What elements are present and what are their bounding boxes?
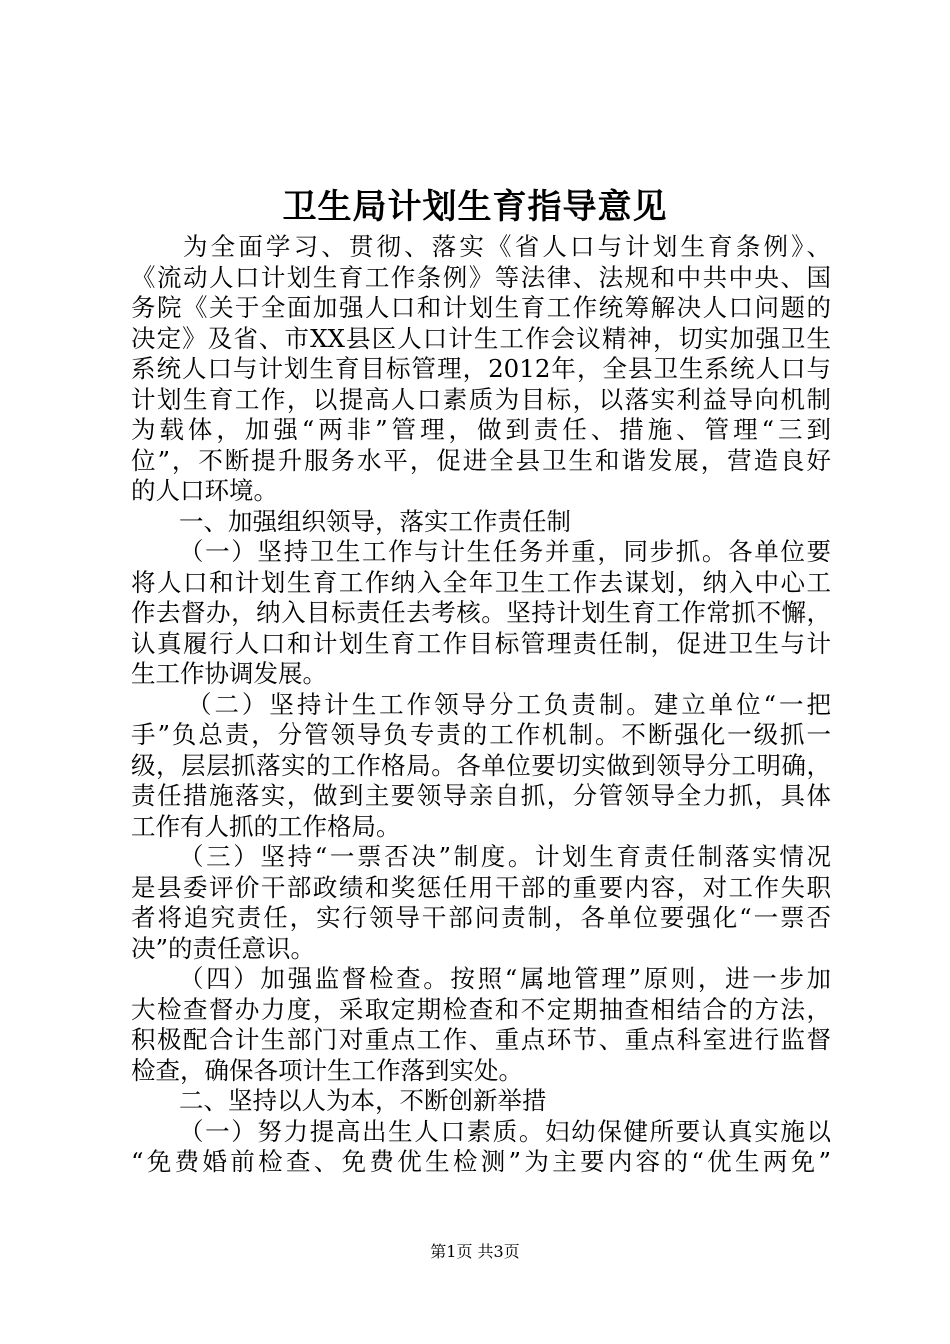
text-line: 《流动人口计划生育工作条例》等法律、法规和中共中央、国 xyxy=(131,262,831,292)
text-line: 是县委评价干部政绩和奖惩任用干部的重要内容，对工作失职 xyxy=(131,872,831,902)
text-line: 一、加强组织领导，落实工作责任制 xyxy=(179,506,571,536)
text-line: 为全面学习、贯彻、落实《省人口与计划生育条例》、 xyxy=(183,232,831,261)
text-line: 工作有人抓的工作格局。 xyxy=(131,811,401,841)
text-line: “免费婚前检查、免费优生检测”为主要内容的“优生两免” xyxy=(131,1147,831,1176)
text-line: 生工作协调发展。 xyxy=(131,659,327,688)
text-line: 检查，确保各项计生工作落到实处。 xyxy=(131,1055,523,1085)
page-footer: 第1页 共3页 xyxy=(430,1242,520,1261)
text-line: （一）坚持卫生工作与计生任务并重，同步抓。各单位要 xyxy=(179,537,831,566)
text-line: 位”，不断提升服务水平，促进全县卫生和谐发展，营造良好 xyxy=(131,445,831,475)
text-line: 决定》及省、市XX县区人口计生工作会议精神，切实加强卫生 xyxy=(131,323,831,353)
text-line: 二、坚持以人为本，不断创新举措 xyxy=(179,1086,547,1115)
text-line: 认真履行人口和计划生育工作目标管理责任制，促进卫生与计 xyxy=(131,628,831,658)
text-line: （一）努力提高出生人口素质。妇幼保健所要认真实施以 xyxy=(179,1116,831,1146)
text-line: 手”负总责，分管领导负专责的工作机制。不断强化一级抓一 xyxy=(131,720,831,749)
text-line: 的人口环境。 xyxy=(131,476,278,505)
document-title: 卫生局计划生育指导意见 xyxy=(282,187,668,227)
text-line: 级，层层抓落实的工作格局。各单位要切实做到领导分工明确， xyxy=(131,750,831,780)
text-line: 者将追究责任，实行领导干部问责制，各单位要强化“一票否 xyxy=(131,903,831,932)
text-line: 积极配合计生部门对重点工作、重点环节、重点科室进行监督 xyxy=(131,1025,831,1054)
text-line: （四）加强监督检查。按照“属地管理”原则，进一步加 xyxy=(179,964,831,993)
text-line: 务院《关于全面加强人口和计划生育工作统筹解决人口问题的 xyxy=(131,293,831,322)
text-line: 将人口和计划生育工作纳入全年卫生工作去谋划，纳入中心工 xyxy=(131,567,831,597)
text-line: 决”的责任意识。 xyxy=(131,933,316,963)
text-line: 责任措施落实，做到主要领导亲自抓，分管领导全力抓，具体 xyxy=(131,781,831,810)
document-body xyxy=(131,232,831,1178)
text-line: （二）坚持计生工作领导分工负责制。建立单位“一把 xyxy=(187,689,831,719)
text-line: （三）坚持“一票否决”制度。计划生育责任制落实情况 xyxy=(179,842,831,871)
text-line: 计划生育工作，以提高人口素质为目标，以落实利益导向机制 xyxy=(131,384,831,414)
text-line: 为载体，加强“两非”管理，做到责任、措施、管理“三到 xyxy=(131,415,831,444)
text-line: 大检查督办力度，采取定期检查和不定期抽查相结合的方法， xyxy=(131,994,831,1024)
text-line: 作去督办，纳入目标责任去考核。坚持计划生育工作常抓不懈， xyxy=(131,598,831,627)
text-line: 系统人口与计划生育目标管理，2012年，全县卫生系统人口与 xyxy=(131,354,831,383)
